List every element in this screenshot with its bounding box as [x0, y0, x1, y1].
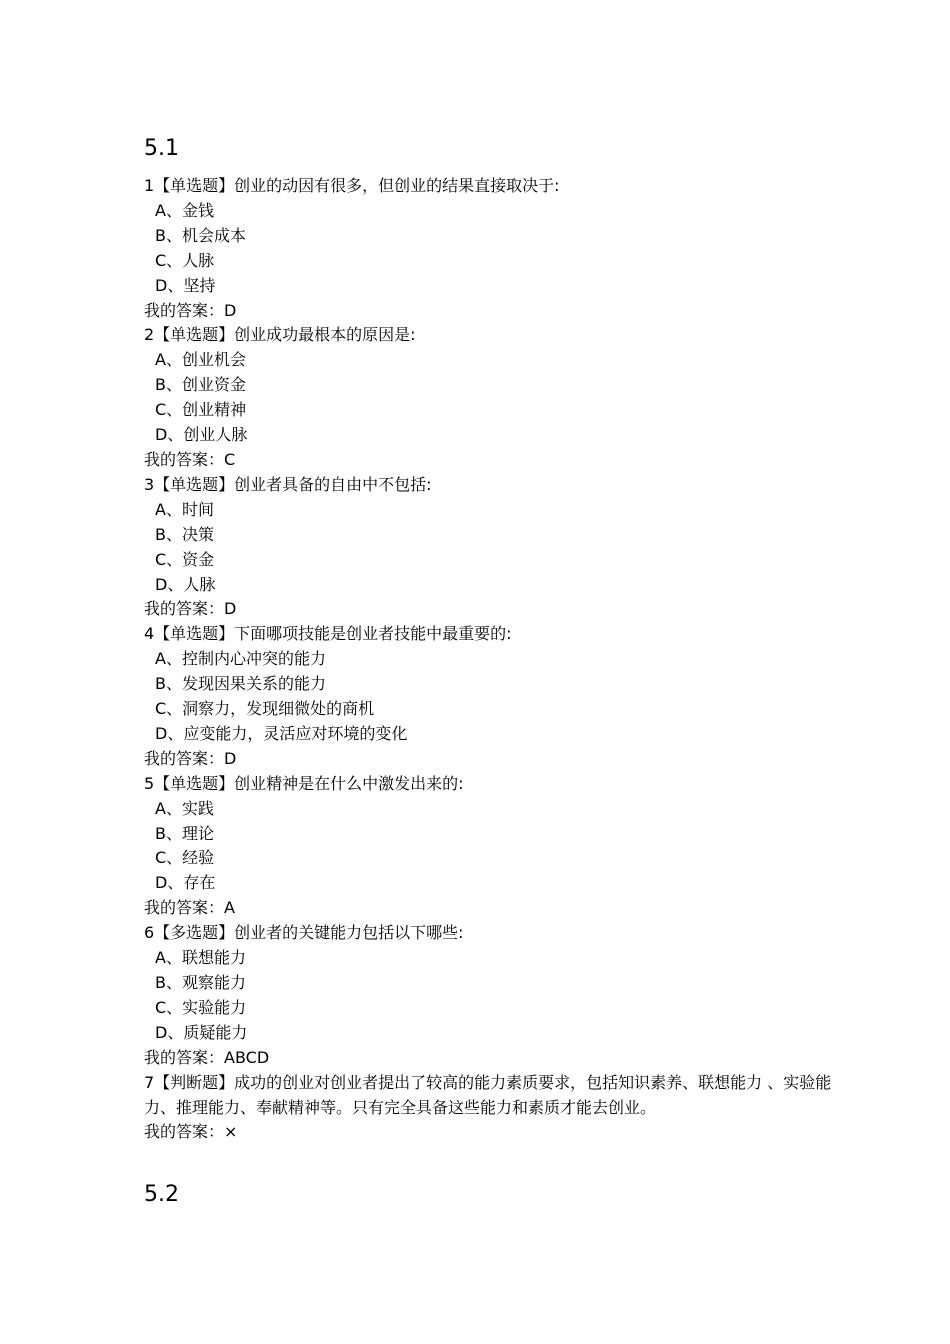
question-item: [144, 1071, 834, 1146]
option-c: C、经验: [155, 848, 215, 868]
option-c: C、洞察力，发现细微处的商机: [155, 699, 375, 719]
answer-line: 我的答案：D: [144, 300, 237, 320]
option-a: A、创业机会: [155, 350, 246, 370]
answer-line: 我的答案：C: [144, 449, 236, 469]
option-c: C、创业精神: [155, 400, 247, 420]
section-title: 5.1: [144, 136, 179, 161]
option-d: D、质疑能力: [155, 1022, 248, 1042]
option-b: B、机会成本: [155, 225, 246, 245]
answer-line: 我的答案：D: [144, 748, 237, 768]
question-text: 2【单选题】创业成功最根本的原因是:: [144, 325, 416, 345]
option-d: D、人脉: [155, 574, 216, 594]
option-b: B、发现因果关系的能力: [155, 674, 326, 694]
option-a: A、控制内心冲突的能力: [155, 649, 326, 669]
question-text: 3【单选题】创业者具备的自由中不包括:: [144, 474, 432, 494]
question-text: 6【多选题】创业者的关键能力包括以下哪些:: [144, 923, 464, 943]
question-text: 1【单选题】创业的动因有很多，但创业的结果直接取决于:: [144, 176, 560, 195]
option-d: D、应变能力，灵活应对环境的变化: [155, 723, 408, 743]
question-item: [144, 323, 834, 472]
option-a: A、金钱: [155, 200, 214, 220]
option-d: D、坚持: [155, 275, 216, 295]
question-text: 4【单选题】下面哪项技能是创业者技能中最重要的:: [144, 624, 512, 644]
option-c: C、人脉: [155, 250, 215, 270]
option-d: D、创业人脉: [155, 425, 248, 445]
question-item: [144, 473, 834, 622]
answer-line: 我的答案：×: [144, 1122, 238, 1142]
option-d: D、存在: [155, 873, 216, 893]
option-a: A、联想能力: [155, 948, 246, 968]
question-item: [144, 622, 834, 771]
option-c: C、资金: [155, 549, 215, 569]
answer-line: 我的答案：A: [144, 898, 235, 918]
option-b: B、创业资金: [155, 375, 246, 395]
question-text: 5【单选题】创业精神是在什么中激发出来的:: [144, 773, 464, 793]
section-title: 5.2: [144, 1182, 179, 1207]
question-item: [144, 174, 834, 323]
question-list: [144, 174, 834, 1145]
question-text: 7【判断题】成功的创业对创业者提出了较高的能力素质要求，包括知识素养、联想能力 、实验能力、推理能力、奉献精神等。只有完全具备这些能力和素质才能去创业。: [144, 1072, 832, 1117]
option-b: B、决策: [155, 524, 214, 544]
option-a: A、实践: [155, 798, 214, 818]
question-item: [144, 921, 834, 1070]
option-a: A、时间: [155, 499, 214, 519]
question-item: [144, 772, 834, 921]
answer-line: 我的答案：ABCD: [144, 1047, 270, 1067]
option-b: B、观察能力: [155, 973, 246, 992]
option-b: B、理论: [155, 823, 214, 843]
option-c: C、实验能力: [155, 997, 247, 1017]
answer-line: 我的答案：D: [144, 599, 237, 619]
